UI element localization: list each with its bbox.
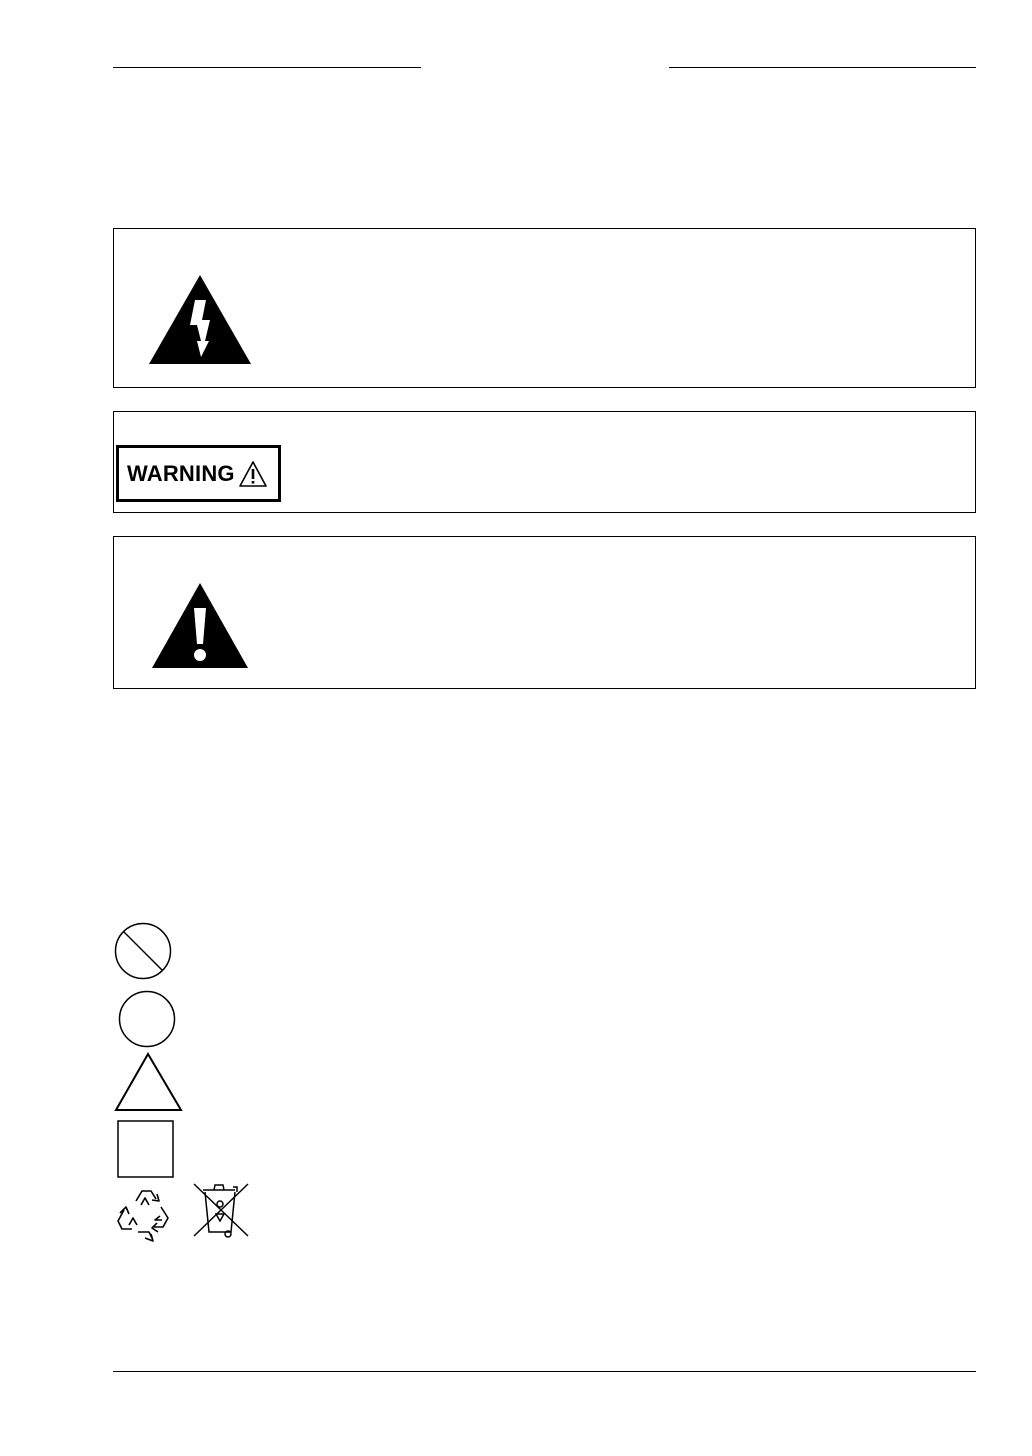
header-rule-right xyxy=(669,67,976,68)
caution-triangle-icon xyxy=(114,1052,184,1112)
header-rule-left xyxy=(113,67,421,68)
warning-label xyxy=(116,445,281,502)
exclamation-warning-triangle-icon xyxy=(150,581,250,669)
crossed-out-wheelie-bin-icon xyxy=(190,1180,252,1240)
exclamation-outline-triangle-icon xyxy=(238,460,268,488)
information-square-icon xyxy=(117,1120,175,1180)
recycling-icon xyxy=(115,1185,175,1245)
warning-label-text: WARNING xyxy=(127,460,235,486)
lightning-warning-triangle-icon xyxy=(147,273,253,366)
caution-box xyxy=(113,536,976,689)
footer-rule xyxy=(113,1371,976,1372)
electric-shock-box xyxy=(113,228,976,388)
warning-box xyxy=(113,411,976,513)
mandatory-circle-icon xyxy=(117,989,179,1049)
prohibition-circle-icon xyxy=(113,921,175,981)
